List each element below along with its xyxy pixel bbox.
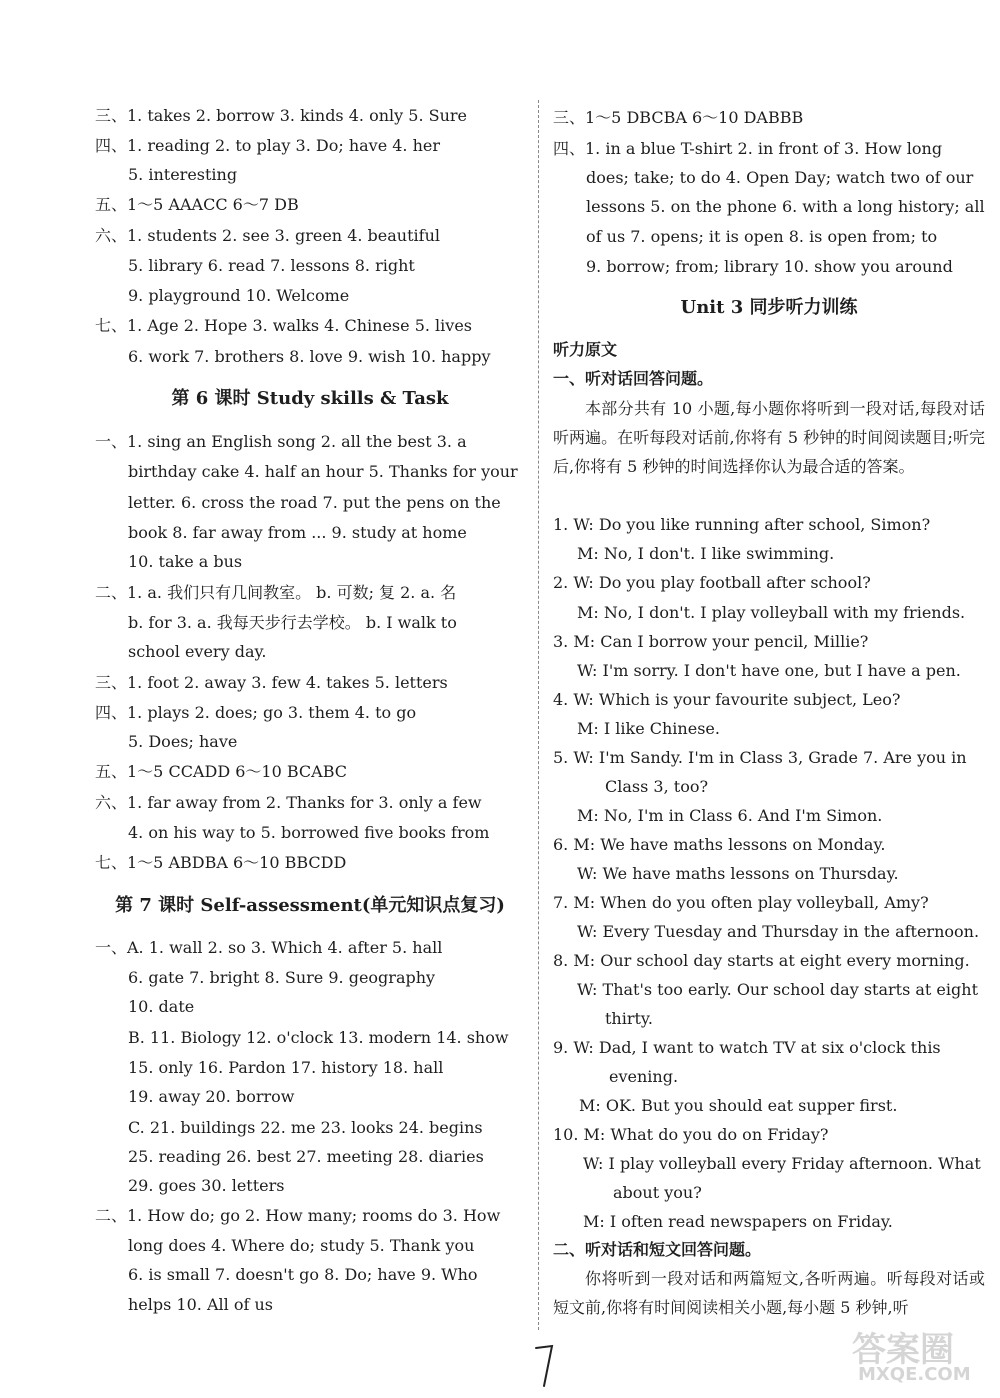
- answer-line: 5. Does; have: [128, 732, 238, 751]
- dialogue-line: W: Every Tuesday and Thursday in the afternoon.: [577, 922, 980, 941]
- dialogue-line: 5. W: I'm Sandy. I'm in Class 3, Grade 7. Are you in: [553, 748, 967, 767]
- answer-line: book 8. far away from ... 9. study at home: [128, 523, 467, 542]
- answer-line: b. for 3. a. 我每天步行去学校。 b. I walk to: [128, 613, 457, 632]
- answer-line: letter. 6. cross the road 7. put the pens on the: [128, 493, 501, 512]
- answer-line: 5. library 6. read 7. lessons 8. right: [128, 256, 415, 275]
- answer-line: school every day.: [128, 642, 267, 661]
- answer-line: 15. only 16. Pardon 17. history 18. hall: [128, 1058, 444, 1077]
- dialogue-line: M: OK. But you should eat supper first.: [579, 1096, 898, 1115]
- answer-line: 四、1. plays 2. does; go 3. them 4. to go: [95, 703, 417, 722]
- unit-3-heading: Unit 3 同步听力训练: [680, 297, 858, 318]
- answer-line: 四、1. reading 2. to play 3. Do; have 4. her: [95, 136, 441, 155]
- dialogue-line: 9. W: Dad, I want to watch TV at six o'clock this: [553, 1038, 941, 1057]
- answer-line: 9. playground 10. Welcome: [128, 286, 350, 305]
- dialogue-line: 8. M: Our school day starts at eight every morning.: [553, 951, 970, 970]
- answer-line: 10. date: [128, 997, 195, 1016]
- dialogue-line: W: That's too early. Our school day starts at eight: [577, 980, 978, 999]
- instructions-paragraph: 本部分共有 10 小题,每小题你将听到一段对话,每段对话听两遍。在听每段对话前,你将有 5 秒钟的时间阅读题目;听完后,你将有 5 秒钟的时间选择你认为最合适的答案。: [553, 399, 985, 476]
- answer-line: long does 4. Where do; study 5. Thank you: [128, 1236, 475, 1255]
- answer-line: 五、1～5 AAACC 6～7 DB: [95, 195, 299, 214]
- answer-line: 二、1. How do; go 2. How many; rooms do 3. How: [95, 1206, 501, 1225]
- answer-line: of us 7. opens; it is open 8. is open from; to: [586, 227, 938, 246]
- dialogue-line: Class 3, too?: [605, 777, 709, 796]
- handwritten-seven-icon: [532, 1342, 556, 1390]
- section-heading: 一、听对话回答问题。: [553, 369, 714, 388]
- answer-line: 四、1. in a blue T-shirt 2. in front of 3. How long: [553, 139, 943, 158]
- answer-line: 三、1～5 DBCBA 6～10 DABBB: [553, 108, 804, 127]
- answer-line: helps 10. All of us: [128, 1295, 273, 1314]
- dialogue-line: 10. M: What do you do on Friday?: [553, 1125, 829, 1144]
- dialogue-line: M: I like Chinese.: [577, 719, 720, 738]
- dialogue-line: 3. M: Can I borrow your pencil, Millie?: [553, 632, 869, 651]
- answer-line: 4. on his way to 5. borrowed five books from: [128, 823, 490, 842]
- dialogue-line: M: No, I'm in Class 6. And I'm Simon.: [577, 806, 883, 825]
- instructions-paragraph: 你将听到一段对话和两篇短文,各听两遍。听每段对话或短文前,你将有时间阅读相关小题,每小题 5 秒钟,听: [553, 1269, 985, 1317]
- answer-line: 6. work 7. brothers 8. love 9. wish 10. happy: [128, 347, 491, 366]
- answer-line: 6. is small 7. doesn't go 8. Do; have 9. Who: [128, 1265, 478, 1284]
- answer-line: 三、1. foot 2. away 3. few 4. takes 5. letters: [95, 673, 448, 692]
- section-heading: 听力原文: [553, 340, 618, 359]
- dialogue-line: 6. M: We have maths lessons on Monday.: [553, 835, 886, 854]
- column-divider: [538, 100, 539, 1330]
- lesson-7-heading: 第 7 课时 Self-assessment(单元知识点复习): [115, 895, 505, 916]
- answer-line: 6. gate 7. bright 8. Sure 9. geography: [128, 968, 436, 987]
- dialogue-line: about you?: [613, 1183, 702, 1202]
- answer-line: 9. borrow; from; library 10. show you around: [586, 257, 953, 276]
- answer-line: 二、1. a. 我们只有几间教室。 b. 可数; 复 2. a. 名: [95, 583, 457, 602]
- answer-line: 六、1. students 2. see 3. green 4. beautiful: [95, 226, 440, 245]
- answer-line: lessons 5. on the phone 6. with a long history; all: [586, 197, 985, 216]
- answer-line: 一、1. sing an English song 2. all the best 3. a: [95, 432, 467, 451]
- dialogue-line: evening.: [609, 1067, 679, 1086]
- answer-line: 25. reading 26. best 27. meeting 28. diaries: [128, 1147, 484, 1166]
- watermark: 答案圈 MXQE.COM: [852, 1330, 971, 1385]
- answer-line: 五、1～5 CCADD 6～10 BCABC: [95, 762, 348, 781]
- dialogue-line: W: We have maths lessons on Thursday.: [577, 864, 899, 883]
- answer-line: 七、1～5 ABDBA 6～10 BBCDD: [95, 853, 347, 872]
- page-number: [532, 1342, 556, 1390]
- answer-line: 一、A. 1. wall 2. so 3. Which 4. after 5. hall: [95, 938, 443, 957]
- dialogue-line: M: No, I don't. I like swimming.: [577, 544, 835, 563]
- answer-line: 七、1. Age 2. Hope 3. walks 4. Chinese 5. lives: [95, 316, 472, 335]
- dialogue-line: thirty.: [605, 1009, 653, 1028]
- dialogue-line: W: I play volleyball every Friday afternoon. What: [583, 1154, 981, 1173]
- answer-line: 5. interesting: [128, 165, 238, 184]
- dialogue-line: M: I often read newspapers on Friday.: [583, 1212, 893, 1231]
- dialogue-line: 2. W: Do you play football after school?: [553, 573, 871, 592]
- answer-line: 六、1. far away from 2. Thanks for 3. only a few: [95, 793, 482, 812]
- dialogue-line: M: No, I don't. I play volleyball with my friends.: [577, 603, 966, 622]
- section-heading: 二、听对话和短文回答问题。: [553, 1240, 762, 1259]
- answer-line: 29. goes 30. letters: [128, 1176, 285, 1195]
- dialogue-line: 1. W: Do you like running after school, Simon?: [553, 515, 931, 534]
- answer-line: 10. take a bus: [128, 552, 243, 571]
- dialogue-line: 7. M: When do you often play volleyball, Amy?: [553, 893, 929, 912]
- answer-line: 19. away 20. borrow: [128, 1087, 295, 1106]
- answer-line: 三、1. takes 2. borrow 3. kinds 4. only 5. Sure: [95, 106, 467, 125]
- lesson-6-heading: 第 6 课时 Study skills & Task: [171, 388, 449, 409]
- dialogue-line: W: I'm sorry. I don't have one, but I have a pen.: [577, 661, 961, 680]
- answer-line: does; take; to do 4. Open Day; watch two of our: [586, 168, 974, 187]
- answer-line: C. 21. buildings 22. me 23. looks 24. begins: [128, 1118, 483, 1137]
- answer-line: B. 11. Biology 12. o'clock 13. modern 14. show: [128, 1028, 509, 1047]
- dialogue-line: 4. W: Which is your favourite subject, Leo?: [553, 690, 901, 709]
- answer-line: birthday cake 4. half an hour 5. Thanks for your: [128, 462, 518, 481]
